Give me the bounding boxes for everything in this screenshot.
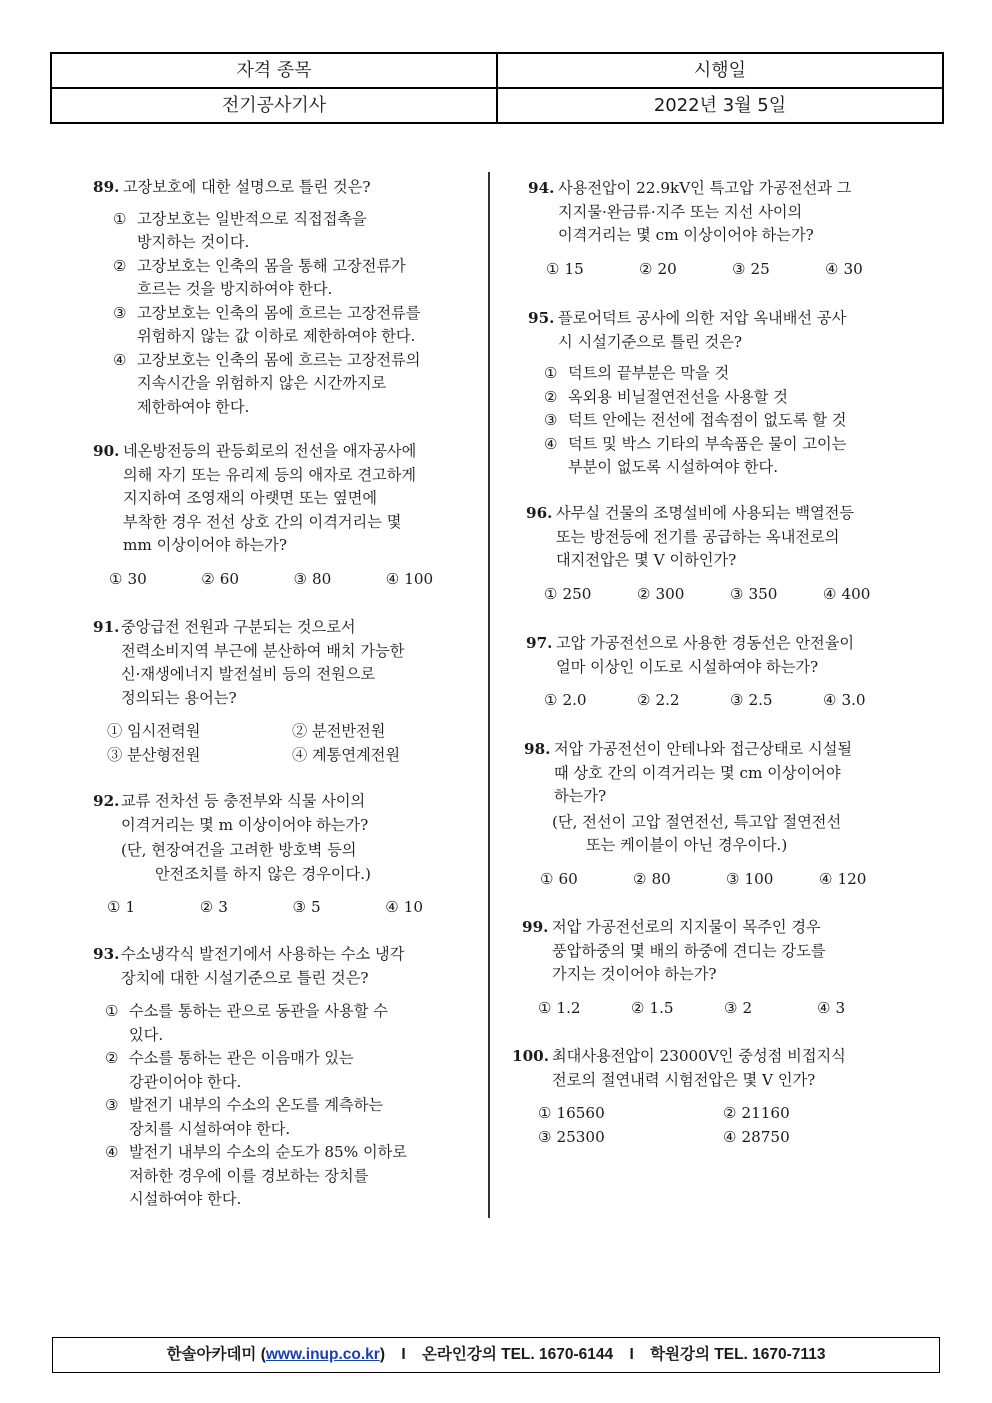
question-stem-line: 전력소비지역 부근에 분산하여 배치 가능한	[121, 641, 405, 660]
option-1[interactable]: ① 임시전력원	[107, 722, 201, 740]
question-number: 97.	[526, 634, 553, 652]
option-4[interactable]: ④ 28750	[723, 1127, 790, 1146]
footer-academy-close: )	[379, 1346, 386, 1363]
question-stem-line: 정의되는 용어는?	[121, 688, 237, 707]
option-2[interactable]: ② 60	[201, 569, 240, 588]
question-stem-line: 대지전압은 몇 V 이하인가?	[556, 551, 737, 569]
question-number: 98.	[524, 740, 551, 758]
question-stem-line: 최대사용전압이 23000V인 중성점 비접지식	[552, 1047, 846, 1065]
question-stem-line: mm 이상이어야 하는가?	[123, 536, 287, 554]
question-number: 91.	[93, 618, 120, 636]
option-1[interactable]: ① 1.2	[538, 998, 581, 1017]
option-2[interactable]: ② 21160	[723, 1104, 790, 1122]
option-4[interactable]: ④ 400	[823, 584, 871, 603]
header-col1-title: 자격 종목	[236, 60, 312, 81]
footer-academy: 한솔아카데미 (	[166, 1346, 266, 1363]
option-3[interactable]: ③ 2	[724, 998, 753, 1017]
question-97	[526, 632, 928, 713]
question-stem-line: 얼마 이상인 이도로 시설하여야 하는가?	[556, 657, 819, 676]
question-stem-line: 하는가?	[554, 787, 607, 805]
footer-separator: I	[401, 1346, 406, 1363]
option-1[interactable]: ① 16560	[538, 1104, 605, 1122]
option-2[interactable]: ② 80	[633, 869, 671, 888]
question-93	[93, 943, 478, 1212]
option-3[interactable]: ③ 덕트 안에는 전선에 접속점이 없도록 할 것	[544, 411, 847, 429]
option-4[interactable]: ④ 120	[819, 869, 867, 888]
question-stem-line: 플로어덕트 공사에 의한 저압 옥내배선 공사	[558, 309, 847, 327]
option-3[interactable]: ③ 100	[726, 869, 774, 888]
option-1[interactable]: ① 고장보호는 일반적으로 직접접촉을 방지하는 것이다.	[113, 209, 367, 251]
question-condition: (단, 전선이 고압 절연전선, 특고압 절연전선 또는 케이블이 아닌 경우이다.)	[552, 812, 842, 854]
option-3[interactable]: ③ 분산형전원	[107, 745, 201, 764]
question-92	[93, 790, 478, 920]
question-stem-line: 때 상호 간의 이격거리는 몇 cm 이상이어야	[554, 763, 841, 782]
question-96	[526, 502, 928, 606]
option-1[interactable]: ① 2.0	[544, 691, 587, 709]
question-stem-line: 이격거리는 몇 m 이상이어야 하는가?	[121, 815, 369, 834]
question-stem-line: 부착한 경우 전선 상호 간의 이격거리는 몇	[123, 512, 402, 531]
question-100	[512, 1045, 928, 1149]
option-2[interactable]: ② 300	[637, 584, 685, 603]
question-number: 99.	[522, 918, 549, 936]
question-number: 89.	[93, 178, 120, 196]
option-4[interactable]: ④ 10	[385, 898, 424, 916]
option-3[interactable]: ③ 25	[732, 259, 770, 278]
option-1[interactable]: ① 60	[540, 869, 578, 888]
option-3[interactable]: ③ 5	[292, 898, 321, 916]
question-stem-line: 시 시설기준으로 틀린 것은?	[558, 332, 743, 351]
question-stem-line: 저압 가공전선이 안테나와 접근상태로 시설될	[554, 740, 853, 758]
option-4[interactable]: ④ 계통연계전원	[292, 745, 401, 764]
question-stem-line: 고장보호에 대한 설명으로 틀린 것은?	[123, 178, 371, 196]
option-4[interactable]: ④ 발전기 내부의 수소의 순도가 85% 이하로 저하한 경우에 이를 경보하는 장치를 시설하여야 한다.	[105, 1143, 407, 1208]
option-3[interactable]: ③ 발전기 내부의 수소의 온도를 계측하는 장치를 시설하여야 한다.	[105, 1096, 384, 1138]
question-number: 95.	[528, 309, 555, 327]
option-1[interactable]: ① 30	[109, 569, 147, 588]
option-1[interactable]: ① 수소를 통하는 관으로 동관을 사용할 수 있다.	[105, 1002, 388, 1044]
option-2[interactable]: ② 20	[639, 259, 677, 278]
option-2[interactable]: ② 분전반전원	[292, 722, 386, 740]
exam-subject: 전기공사기사	[221, 95, 327, 116]
exam-date: 2022년 3월 5일	[653, 95, 787, 116]
question-stem-line: 이격거리는 몇 cm 이상이어야 하는가?	[558, 226, 814, 244]
option-3[interactable]: ③ 350	[730, 584, 778, 603]
question-stem-line: 사용전압이 22.9kV인 특고압 가공전선과 그	[558, 179, 852, 197]
question-stem-line: 네온방전등의 관등회로의 전선을 애자공사에	[123, 442, 417, 460]
option-3[interactable]: ③ 80	[293, 569, 332, 588]
question-99	[522, 916, 928, 1020]
question-stem-line: 가지는 것이어야 하는가?	[552, 965, 717, 983]
option-4[interactable]: ④ 덕트 및 박스 기타의 부속품은 물이 고이는 부분이 없도록 시설하여야 한다.	[544, 434, 847, 476]
option-2[interactable]: ② 3	[199, 898, 228, 916]
header-table	[50, 52, 944, 124]
option-1[interactable]: ① 250	[544, 584, 592, 603]
footer-bar	[52, 1337, 940, 1373]
option-4[interactable]: ④ 고장보호는 인축의 몸에 흐르는 고장전류의 지속시간을 위험하지 않은 시간까지로 제한하여야 한다.	[113, 350, 421, 416]
question-98	[524, 738, 928, 891]
question-stem-line: 장치에 대한 시설기준으로 틀린 것은?	[121, 968, 369, 987]
column-divider	[488, 172, 490, 1218]
question-stem-line: 중앙급전 전원과 구분되는 것으로서	[121, 618, 356, 636]
question-stem-line: 지지물·완금류·지주 또는 지선 사이의	[558, 202, 803, 221]
question-95	[528, 307, 928, 480]
question-number: 90.	[93, 442, 120, 460]
option-4[interactable]: ④ 3.0	[823, 691, 866, 709]
question-number: 92.	[93, 792, 120, 810]
question-90	[93, 440, 478, 591]
question-stem-line: 전로의 절연내력 시험전압은 몇 V 인가?	[552, 1070, 816, 1089]
footer-offline-phone: 학원강의 TEL. 1670-7113	[650, 1346, 826, 1363]
option-1[interactable]: ① 15	[546, 259, 584, 278]
question-stem-line: 교류 전차선 등 충전부와 식물 사이의	[121, 792, 366, 810]
option-4[interactable]: ④ 100	[385, 569, 434, 588]
header-col2-title: 시행일	[693, 60, 747, 81]
option-2[interactable]: ② 2.2	[637, 691, 680, 709]
option-3[interactable]: ③ 2.5	[730, 691, 773, 709]
option-1[interactable]: ① 덕트의 끝부분은 막을 것	[544, 364, 730, 382]
question-number: 100.	[512, 1047, 549, 1065]
question-stem-line: 풍압하중의 몇 배의 하중에 견디는 강도를	[552, 941, 826, 960]
question-condition: (단, 현장여건을 고려한 방호벽 등의 안전조치를 하지 않은 경우이다.)	[121, 841, 371, 883]
question-stem-line: 고압 가공전선으로 사용한 경동선은 안전율이	[556, 634, 855, 652]
question-91	[93, 616, 478, 767]
question-stem-line: 의해 자기 또는 유리제 등의 애자로 견고하게	[123, 465, 417, 484]
option-3[interactable]: ③ 고장보호는 인축의 몸에 흐르는 고장전류를 위험하지 않는 값 이하로 제한하여야 한다.	[113, 303, 421, 345]
question-stem-line: 사무실 건물의 조명설비에 사용되는 백열전등	[556, 504, 855, 522]
question-number: 94.	[528, 179, 555, 197]
question-stem-line: 수소냉각식 발전기에서 사용하는 수소 냉각	[121, 945, 405, 963]
footer-website-link[interactable]: www.inup.co.kr	[265, 1346, 380, 1363]
question-89	[93, 176, 478, 419]
question-94	[528, 177, 928, 281]
option-2[interactable]: ② 1.5	[631, 998, 674, 1017]
option-2[interactable]: ② 옥외용 비닐절연전선을 사용할 것	[544, 387, 788, 406]
question-stem-line: 지지하여 조영재의 아랫면 또는 옆면에	[123, 489, 378, 507]
option-1[interactable]: ① 1	[107, 898, 136, 916]
footer-online-phone: 온라인강의 TEL. 1670-6144	[421, 1346, 614, 1363]
option-2[interactable]: ② 수소를 통하는 관은 이음매가 있는 강관이어야 한다.	[105, 1049, 354, 1091]
option-4[interactable]: ④ 30	[825, 259, 863, 278]
option-3[interactable]: ③ 25300	[538, 1127, 605, 1146]
question-stem-line: 저압 가공전선로의 지지물이 목주인 경우	[552, 918, 821, 936]
footer-separator: I	[629, 1346, 634, 1363]
option-4[interactable]: ④ 3	[817, 998, 846, 1017]
question-number: 93.	[93, 945, 120, 963]
option-2[interactable]: ② 고장보호는 인축의 몸을 통해 고장전류가 흐르는 것을 방지하여야 한다.	[113, 256, 406, 298]
question-stem-line: 또는 방전등에 전기를 공급하는 옥내전로의	[556, 527, 840, 546]
question-stem-line: 신·재생에너지 발전설비 등의 전원으로	[121, 665, 376, 683]
question-number: 96.	[526, 504, 553, 522]
